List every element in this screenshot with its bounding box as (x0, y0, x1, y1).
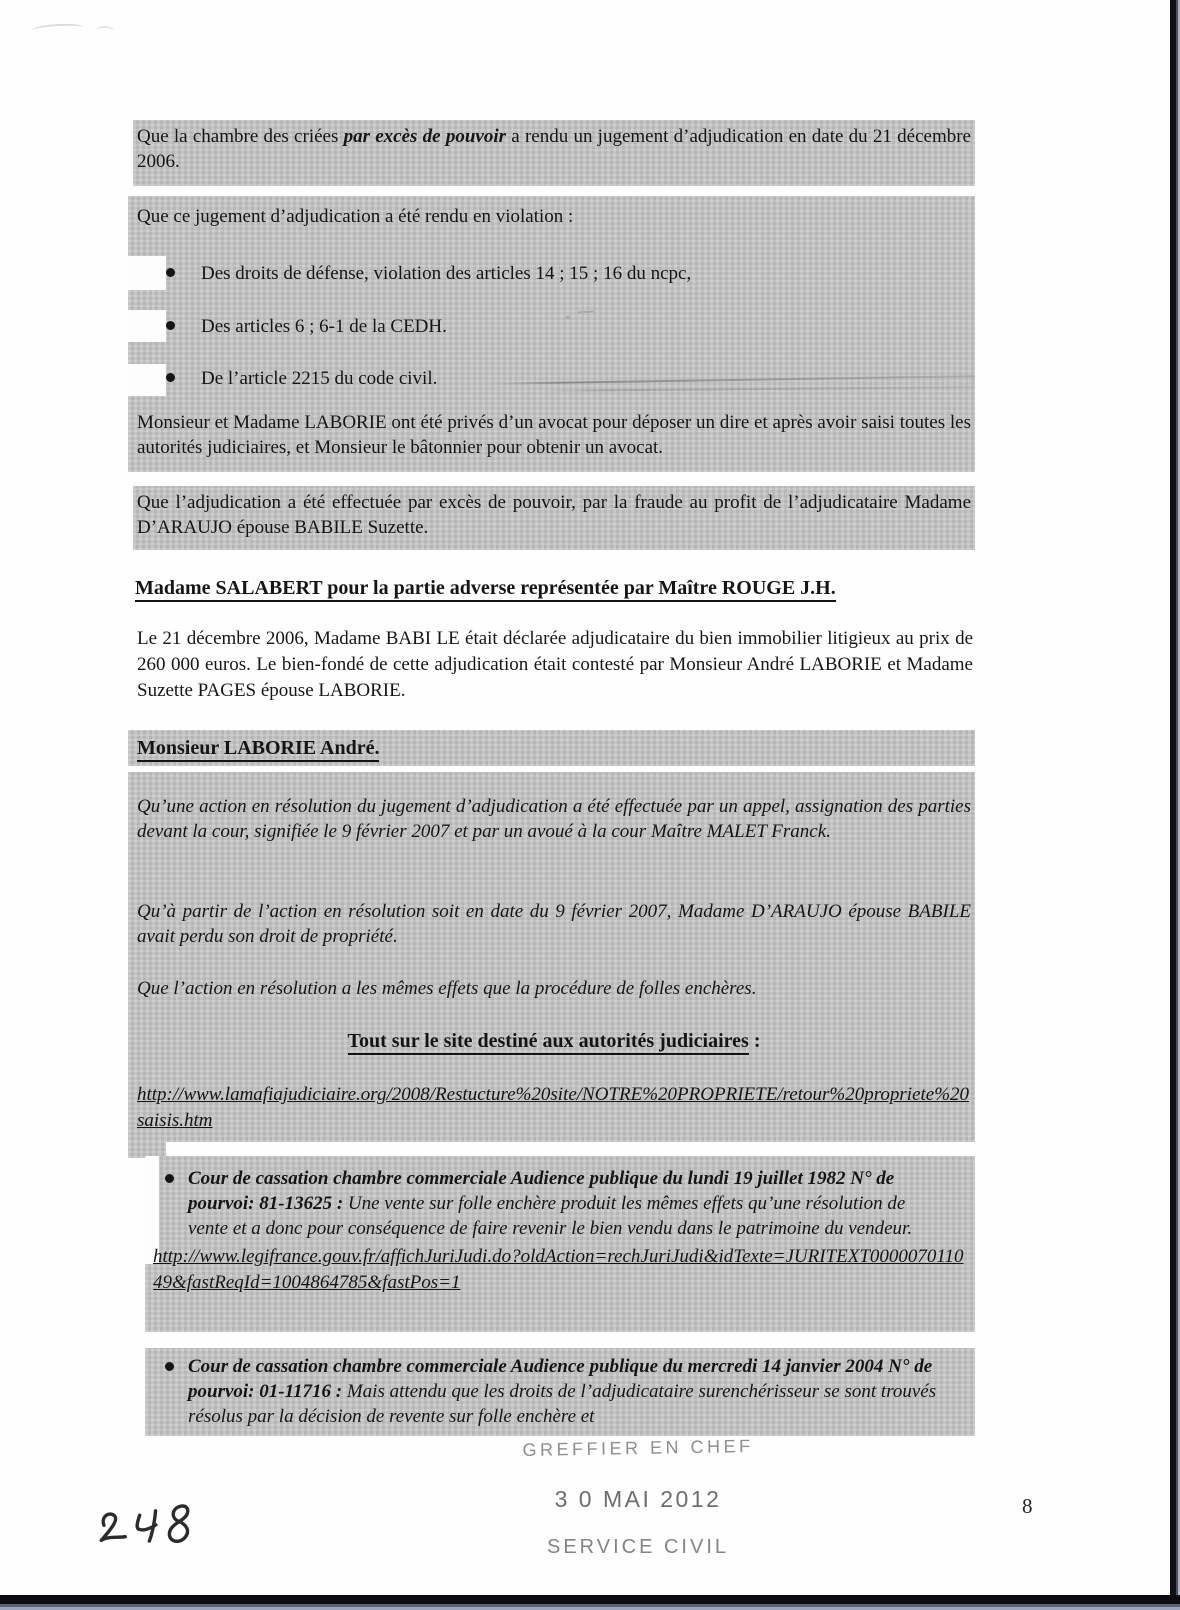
case-reference: Cour de cassation chambre commerciale Audience publique du mercredi 14 janvier 2004 N° de pourvoi: 01-11716 : (188, 1356, 933, 1402)
stamp-service: SERVICE CIVIL (546, 1536, 730, 1558)
emphasis-exces-de-pouvoir: par excès de pouvoir (343, 126, 507, 147)
list-item (153, 1354, 975, 1429)
case-body: Une vente sur folle enchère produit les mêmes effets qu’une résolution de vente et a donc pour conséquence de faire revenir le bien vendu dans le patrimoine du vendeur. (188, 1193, 913, 1239)
list-item (166, 314, 946, 339)
case-reference: Cour de cassation chambre commerciale Audience publique du lundi 19 juillet 1982 N° de pourvoi: 81-13625 : (188, 1168, 895, 1214)
paragraph-adjudication-babile: Le 21 décembre 2006, Madame BABI LE était déclarée adjudicataire du bien immobilier litigieux au prix de 260 000 euros. Le bien-fondé de cette adjudication était contesté par Monsieur André LABORIE et Madame Suzette PAGES épouse LABORIE. (137, 628, 973, 701)
handwritten-number-248 (85, 1488, 217, 1566)
paragraph-judgment-date (137, 124, 971, 174)
scan-artifact (96, 26, 114, 35)
stamp-title: GREFFIER EN CHEF (522, 1435, 754, 1461)
bullet-text: Des droits de défense, violation des articles 14 ; 15 ; 16 du ncpc, (201, 263, 692, 284)
bullet-icon (166, 268, 175, 277)
heading-text: Monsieur LABORIE André. (137, 737, 379, 762)
paragraph-fraude: Que l’adjudication a été effectuée par excès de pouvoir, par la fraude au profit de l’adjudicataire Madame D’ARAUJO épouse BABILE Suzette. (137, 492, 971, 538)
paragraph-text: a rendu un jugement d’adjudication en date du 21 décembre 2006. (137, 126, 971, 172)
paragraph-folles-encheres: Que l’action en résolution a les mêmes effets que la procédure de folles enchères. (137, 978, 757, 999)
scan-white-notch (128, 256, 166, 290)
bullet-icon (165, 1174, 174, 1183)
heading-suffix: : (748, 1030, 761, 1052)
scan-edge (0, 1595, 1180, 1610)
paragraph-avocat: Monsieur et Madame LABORIE ont été privés d’un avocat pour déposer un dire et après avoir saisi toutes les autorités judiciaires, et Monsieur le bâtonnier pour obtenir un avocat. (137, 412, 971, 458)
heading-site-judiciaire (137, 1029, 971, 1054)
case-body: Mais attendu que les droits de l’adjudicataire surenchérisseur se sont trouvés résolus par la décision de revente sur folle enchère et (188, 1381, 937, 1427)
heading-text: Madame SALABERT pour la partie adverse représentée par Maître ROUGE J.H. (135, 577, 836, 602)
registry-stamp (498, 1435, 778, 1559)
paragraph-perte-propriete: Qu’à partir de l’action en résolution soit en date du 9 février 2007, Madame D’ARAUJO épouse BABILE avait perdu son droit de propriété. (137, 901, 971, 947)
handwriting-strokes (85, 1488, 217, 1561)
paragraph-text: Que la chambre des criées (137, 126, 344, 147)
paragraph-action-resolution: Qu’une action en résolution du jugement d’adjudication a été effectuée par un appel, assignation des parties devant la cour, signifiée le 9 février 2007 et par un avoué à la cour Maître MALET Franck. (137, 796, 971, 842)
bullet-icon (166, 321, 175, 330)
bullet-icon (166, 373, 175, 382)
scan-artifact (32, 23, 84, 36)
list-item (153, 1166, 975, 1241)
url-lamafiajudiciaire: http://www.lamafiajudiciaire.org/2008/Restucture%20site/NOTRE%20PROPRIETE/retour%20propriete%20saisis.htm (137, 1084, 970, 1131)
scan-edge (1170, 0, 1180, 1610)
scan-white-notch (128, 310, 166, 342)
stamp-date: 3 0 MAI 2012 (554, 1486, 722, 1512)
url-legifrance: http://www.legifrance.gouv.fr/affichJuriJudi.do?oldAction=rechJuriJudi&idTexte=JURITEXT000007011049&fastReqId=1004864785&fastPos=1 (153, 1246, 964, 1293)
heading-laborie (137, 736, 737, 761)
bullet-icon (165, 1362, 174, 1371)
heading-text: Tout sur le site destiné aux autorités judiciaires (348, 1030, 749, 1055)
case-citation-1982 (153, 1166, 975, 1296)
list-item (166, 261, 946, 286)
bullet-text: Des articles 6 ; 6-1 de la CEDH. (201, 316, 447, 337)
case-citation-2004 (153, 1354, 975, 1429)
page-number: 8 (1022, 1494, 1033, 1518)
bullet-text: De l’article 2215 du code civil. (201, 368, 438, 389)
case-text (188, 1354, 950, 1429)
paragraph-violation-intro: Que ce jugement d’adjudication a été rendu en violation : (137, 206, 574, 227)
heading-salabert (135, 576, 975, 601)
scan-white-notch (128, 364, 166, 396)
case-text (188, 1166, 950, 1241)
scan-artifact (566, 316, 570, 319)
